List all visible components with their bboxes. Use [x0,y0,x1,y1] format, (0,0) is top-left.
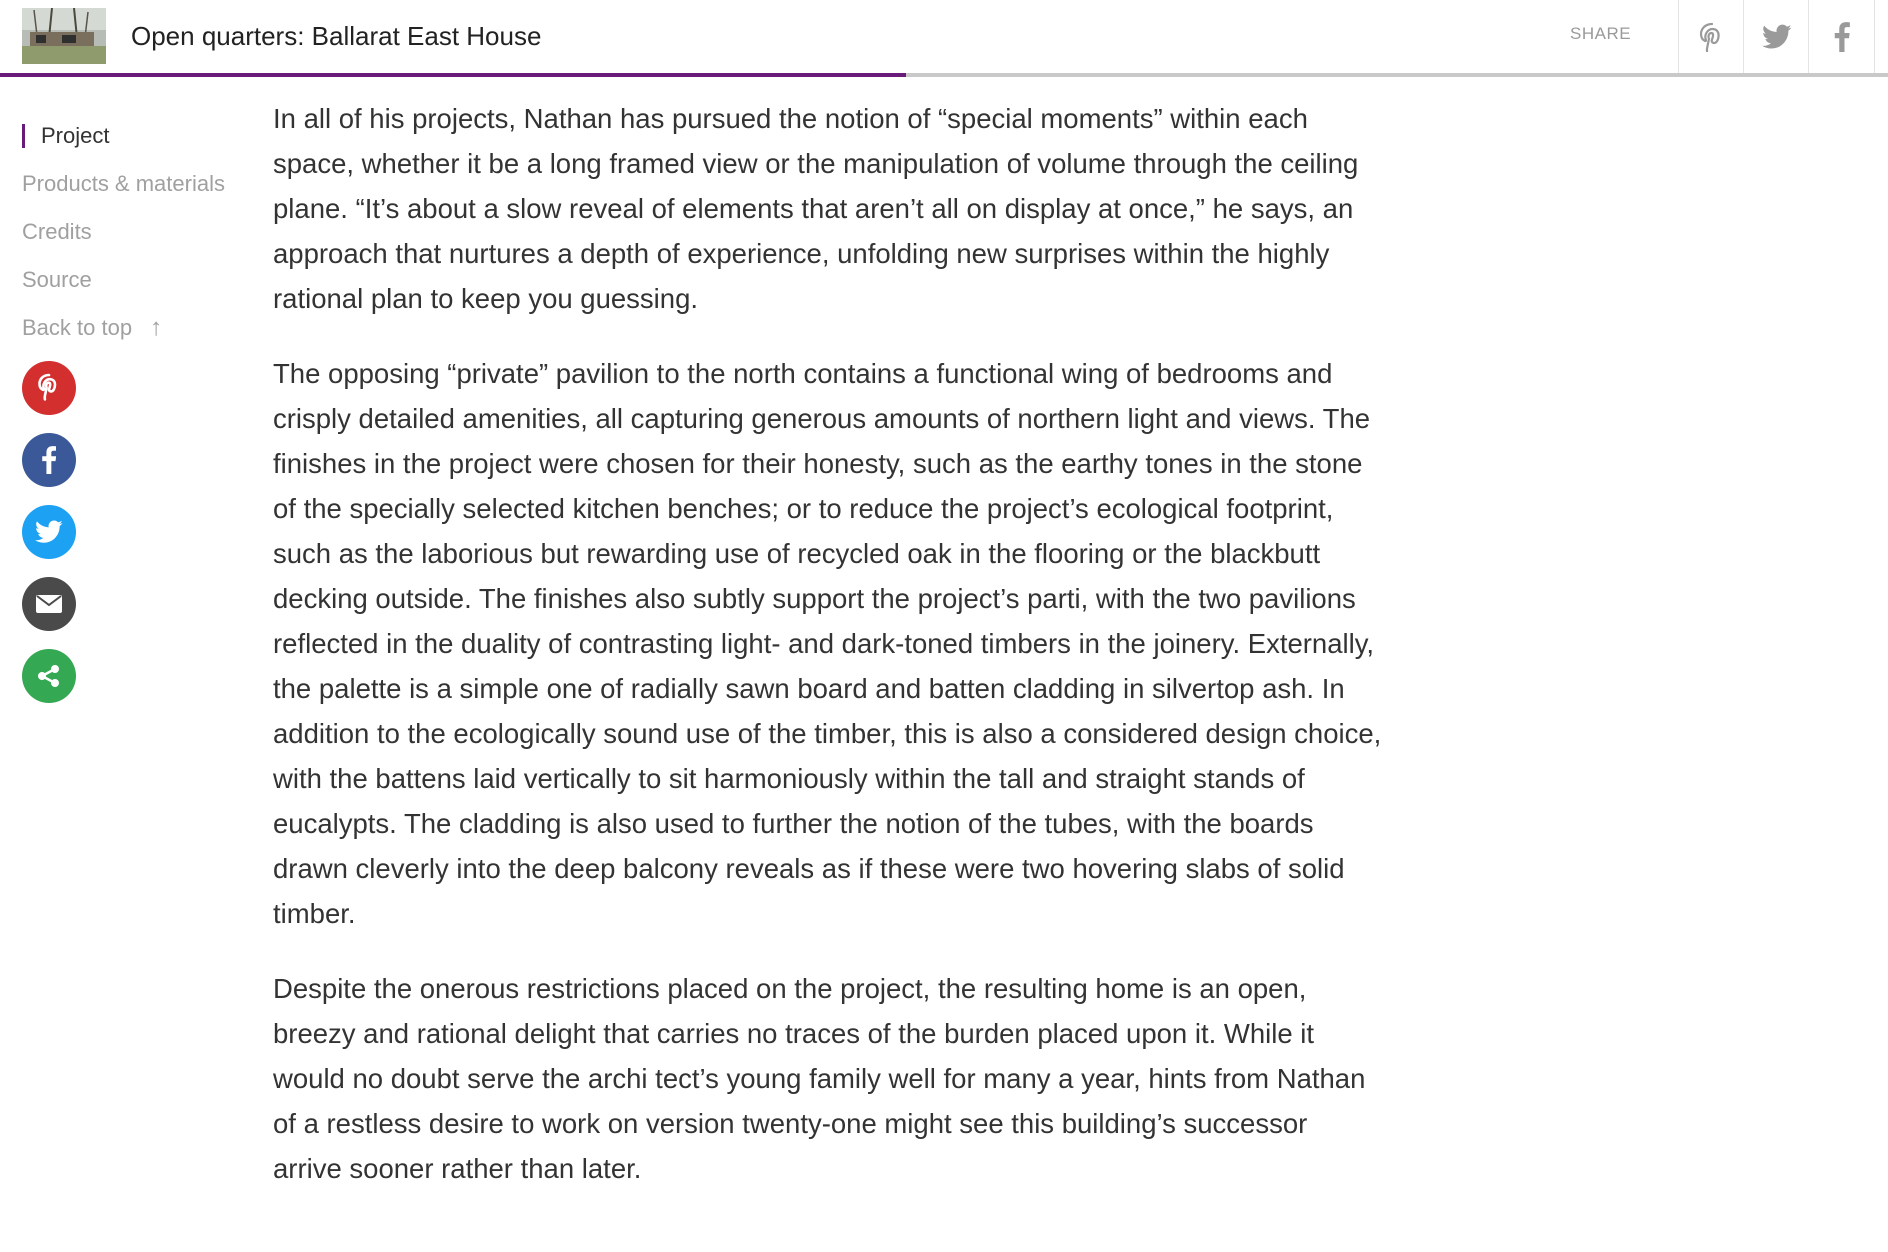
house-thumbnail[interactable] [22,8,106,64]
facebook-icon [1834,22,1850,52]
nav-item-label: Source [22,267,92,292]
house-thumbnail-image [22,8,106,64]
back-to-top-link[interactable] [22,304,252,352]
nav-item-credits[interactable] [22,208,252,256]
nav-item-label: Credits [22,219,92,244]
header-pinterest-button[interactable] [1678,0,1744,74]
mail-icon [35,593,63,615]
nav-item-project[interactable] [22,112,252,160]
pinterest-share-button[interactable] [22,361,76,415]
email-share-button[interactable] [22,577,76,631]
nav-item-label: Back to top [22,315,133,340]
share-icon [35,662,63,690]
article-title: Open quarters: Ballarat East House [131,21,542,51]
pinterest-icon [36,372,62,404]
facebook-share-button[interactable] [22,433,76,487]
active-indicator [22,124,25,148]
twitter-icon [1762,24,1792,50]
share-button[interactable] [22,649,76,703]
nav-item-label: Products & materials [22,171,225,196]
article-paragraph: The opposing “private” pavilion to the north contains a functional wing of bedrooms and crisply detailed amenities, all capturing generous amounts of northern light and views. The finishes in the project were chosen for their honesty, such as the earthy tones in the stone of the specially selected kitchen benches; or to reduce the project’s ecological footprint, such as the laborious but rewarding use of recycled oak in the flooring or the blackbutt decking outside. The finishes also subtly support the project’s parti, with the two pavilions reflected in the duality of contrasting light- and dark-toned timbers in the joinery. Externally, the palette is a simple one of radially sawn board and batten cladding in silvertop ash. In addition to the ecologically sound use of the timber, this is also a considered design choice, with the battens laid vertically to sit harmoniously within the tall and straight stands of eucalypts. The cladding is also used to further the notion of the tubes, with the boards drawn cleverly into the deep balcony reveals as if these were two hovering slabs of solid timber. [273,358,1382,929]
pinterest-icon [1699,22,1725,52]
article-body [273,96,1383,1221]
share-label: SHARE [1570,24,1632,43]
nav-item-products-materials[interactable] [22,160,252,208]
reading-progress-bar [0,73,1888,77]
header-facebook-button[interactable] [1808,0,1875,74]
nav-item-source[interactable] [22,256,252,304]
reading-progress-fill [0,73,906,77]
nav-item-label: Project [41,123,110,148]
section-nav [22,112,252,352]
article-paragraph: Despite the onerous restrictions placed on the project, the resulting home is an open, breezy and rational delight that carries no traces of the burden placed upon it. While it would no doubt serve the archi tect’s young family well for many a year, hints from Nathan of a restless desire to work on version twenty-one might see this building’s successor arrive sooner rather than later. [273,973,1366,1184]
twitter-share-button[interactable] [22,505,76,559]
article-paragraph: In all of his projects, Nathan has pursued the notion of “special moments” within each space, whether it be a long framed view or the manipulation of volume through the ceiling plane. “It’s about a slow reveal of elements that aren’t all on display at once,” he says, an approach that nurtures a depth of experience, unfolding new surprises within the highly rational plan to keep you guessing. [273,103,1359,314]
twitter-icon [35,520,63,544]
top-header [0,0,1888,74]
arrow-up-icon: ↑ [150,314,163,341]
header-twitter-button[interactable] [1743,0,1809,74]
facebook-icon [42,446,56,474]
